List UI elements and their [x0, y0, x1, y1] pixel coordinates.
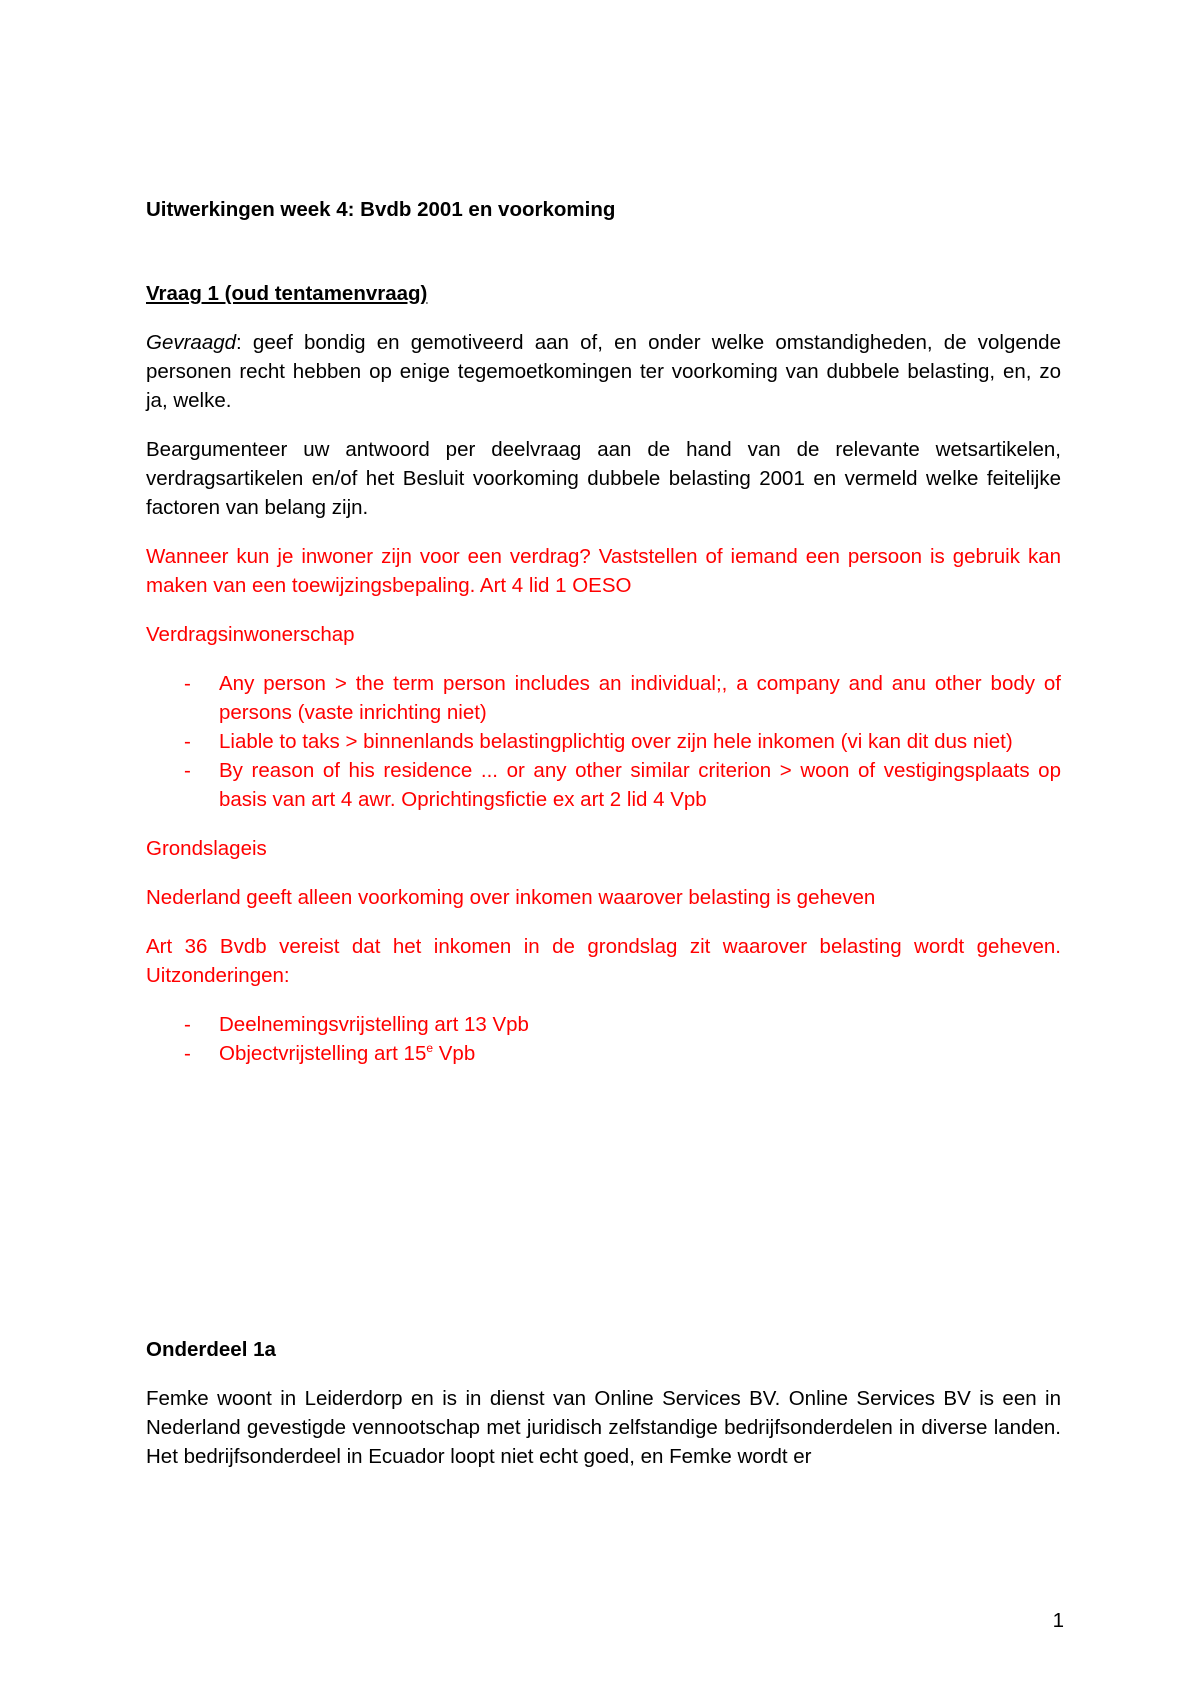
question-text: : geef bondig en gemotiveerd aan of, en onder welke omstandigheden, de volgende personen recht hebben op enige tegemoetkomingen ter voorkoming van dubbele belasting, en, zo ja, welke. — [146, 331, 1061, 412]
subsection-heading: Onderdeel 1a — [146, 1338, 276, 1361]
base-text: Nederland geeft alleen voorkoming over inkomen waarover belasting is geheven — [146, 886, 876, 909]
list-item-text: By reason of his residence ... or any other similar criterion > woon of vestigingsplaats op basis van art 4 awr. Oprichtingsfictie ex art 2 lid 4 Vpb — [219, 759, 1061, 811]
exceptions-list — [146, 1010, 1061, 1068]
list-item — [146, 669, 1061, 727]
document-title: Uitwerkingen week 4: Bvdb 2001 en voorkoming — [146, 198, 616, 221]
list-item — [146, 727, 1061, 756]
list-item — [146, 1010, 1061, 1039]
document-body — [146, 195, 1061, 1471]
superscript-e: e — [426, 1041, 434, 1056]
question-heading: Vraag 1 (oud tentamenvraag) — [146, 282, 428, 305]
page-number: 1 — [1052, 1609, 1064, 1632]
art36-text: Art 36 Bvdb vereist dat het inkomen in de grondslag zit waarover belasting wordt geheven. Uitzonderingen: — [146, 935, 1061, 987]
dash-bullet: - — [184, 730, 191, 753]
list-item-text: Objectvrijstelling art 15 — [219, 1042, 427, 1065]
blank-space — [146, 1088, 1061, 1335]
instruction-paragraph: Beargumenteer uw antwoord per deelvraag aan de hand van de relevante wetsartikelen, verdragsartikelen en/of het Besluit voorkoming dubbele belasting 2001 en vermeld welke feitelijke factoren van belang zijn. — [146, 438, 1061, 519]
question-label: Gevraagd — [146, 331, 237, 354]
subsection-paragraph: Femke woont in Leiderdorp en is in dienst van Online Services BV. Online Services BV is een in Nederland gevestigde vennootschap met juridisch zelfstandige bedrijfsonderdelen in diverse landen. Het bedrijfsonderdeel in Ecuador loopt niet echt goed, en Femke wordt er — [146, 1387, 1061, 1468]
resident-question-note: Wanneer kun je inwoner zijn voor een verdrag? Vaststellen of iemand een persoon is gebruik kan maken van een toewijzingsbepaling. Art 4 lid 1 OESO — [146, 545, 1061, 597]
list-item — [146, 756, 1061, 814]
residency-heading: Verdragsinwonerschap — [146, 623, 355, 646]
list-item — [146, 1039, 1061, 1068]
dash-bullet: - — [184, 759, 191, 782]
dash-bullet: - — [184, 672, 191, 695]
base-heading: Grondslageis — [146, 837, 267, 860]
dash-bullet: - — [184, 1042, 191, 1065]
list-item-text-suffix: Vpb — [433, 1042, 476, 1065]
list-item-text: Deelnemingsvrijstelling art 13 Vpb — [219, 1013, 529, 1036]
list-item-text: Any person > the term person includes an individual;, a company and anu other body of persons (vaste inrichting niet) — [219, 672, 1061, 724]
question-paragraph — [146, 328, 1061, 415]
residency-list — [146, 669, 1061, 814]
list-item-text: Liable to taks > binnenlands belastingplichtig over zijn hele inkomen (vi kan dit dus niet) — [219, 730, 1013, 753]
dash-bullet: - — [184, 1013, 191, 1036]
